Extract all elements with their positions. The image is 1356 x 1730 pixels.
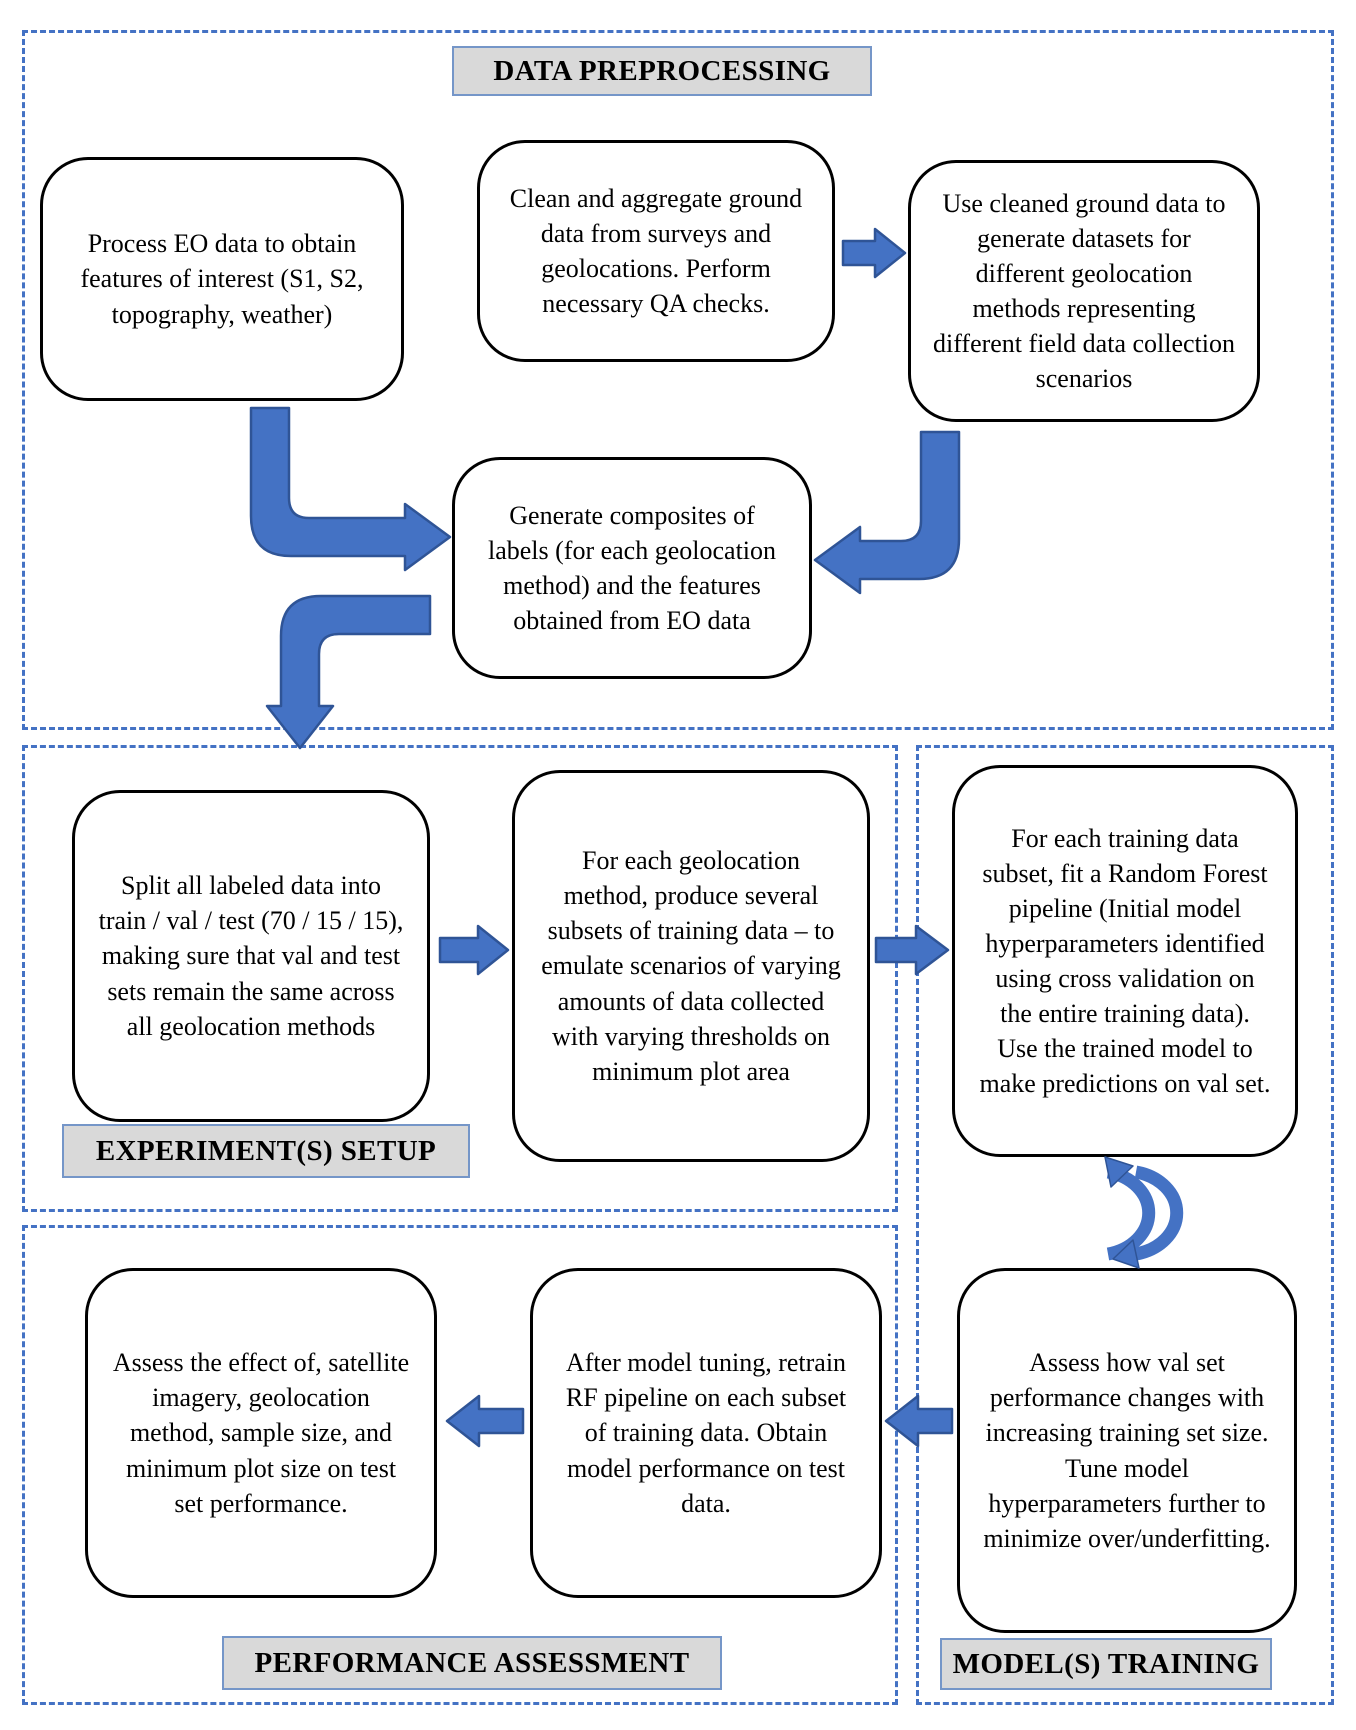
- node-process-eo-data-text: Process EO data to obtain features of interest (S1, S2, topography, weather): [80, 229, 364, 329]
- node-assess-effects: [85, 1268, 437, 1598]
- node-clean-ground-data: [477, 140, 835, 362]
- node-generate-datasets-text: Use cleaned ground data to generate datasets for different geolocation methods representing different field data collection scenarios: [933, 188, 1235, 394]
- label-experiment-setup: EXPERIMENT(S) SETUP: [62, 1124, 470, 1178]
- node-clean-ground-data-text: Clean and aggregate ground data from surveys and geolocations. Perform necessary QA checks.: [509, 183, 803, 319]
- node-assess-effects-text: Assess the effect of, satellite imagery, geolocation method, sample size, and minimum plot size on test set performance.: [112, 1348, 410, 1518]
- label-data-preprocessing: DATA PREPROCESSING: [452, 46, 872, 96]
- node-generate-composites-text: Generate composites of labels (for each geolocation method) and the features obtained from EO data: [487, 500, 777, 636]
- node-split-data: [72, 790, 430, 1122]
- node-fit-random-forest: [952, 765, 1298, 1157]
- node-assess-val-performance: [957, 1268, 1297, 1633]
- node-retrain-rf-pipeline-text: After model tuning, retrain RF pipeline on each subset of training data. Obtain model performance on test data.: [565, 1348, 847, 1518]
- node-fit-random-forest-text: For each training data subset, fit a Random Forest pipeline (Initial model hyperparameters identified using cross validation on the entire training data). Use the trained model to make predictions on val set.: [979, 823, 1271, 1099]
- node-generate-datasets: [908, 160, 1260, 422]
- node-retrain-rf-pipeline: [530, 1268, 882, 1598]
- node-assess-val-performance-text: Assess how val set performance changes with increasing training set size. Tune model hyperparameters further to minimize over/underfitting.: [983, 1348, 1271, 1553]
- node-training-subsets-text: For each geolocation method, produce several subsets of training data – to emulate scenarios of varying amounts of data collected with varying thresholds on minimum plot area: [541, 846, 841, 1086]
- node-generate-composites: [452, 457, 812, 679]
- label-performance-assessment: PERFORMANCE ASSESSMENT: [222, 1636, 722, 1690]
- label-models-training: MODEL(S) TRAINING: [940, 1638, 1272, 1690]
- node-split-data-text: Split all labeled data into train / val / test (70 / 15 / 15), making sure that val and test sets remain the same across all geolocation methods: [98, 871, 404, 1041]
- node-process-eo-data: [40, 157, 404, 401]
- node-training-subsets: [512, 770, 870, 1162]
